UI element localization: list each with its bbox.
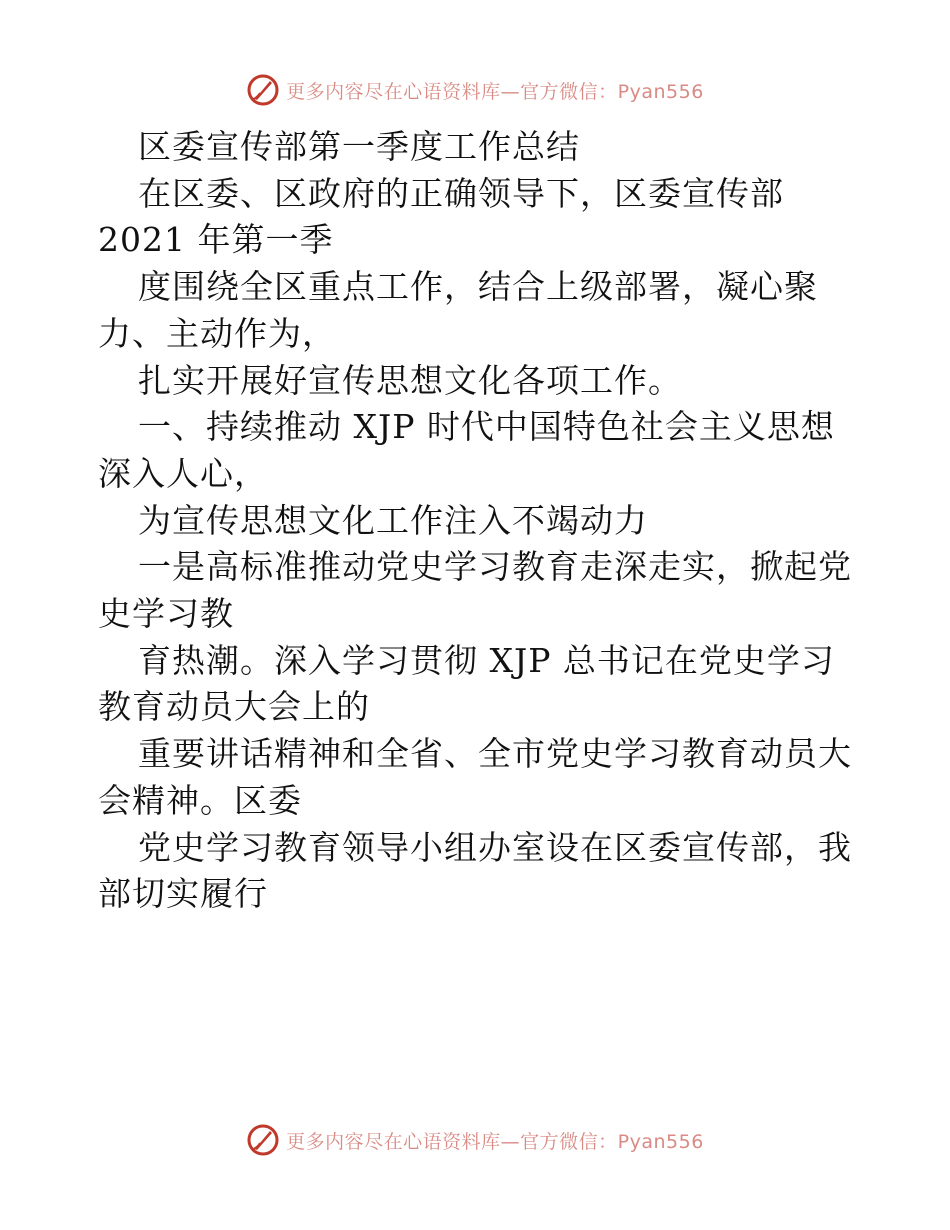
footer-watermark [0,1120,950,1160]
document-body [98,124,878,918]
quill-logo-icon [246,73,280,107]
text-line: 一、持续推动 XJP 时代中国特色社会主义思想 [138,407,835,447]
text-line: 育热潮。深入学习贯彻 XJP 总书记在党史学习 [138,640,835,680]
watermark-text: 更多内容尽在心语资料库—官方微信：Pyan556 [286,80,704,103]
header-watermark [0,70,950,110]
text-line: 一是高标准推动党史学习教育走深走实，掀起党 [138,547,852,587]
text-line: 深入人心， [98,453,268,493]
text-line: 扎实开展好宣传思想文化各项工作。 [138,360,682,400]
text-line: 史学习教 [98,594,234,634]
text-line: 力、主动作为， [98,313,336,353]
text-line: 部切实履行 [98,874,268,914]
quill-logo-icon [246,1123,280,1157]
text-line: 会精神。区委 [98,780,302,820]
text-line: 为宣传思想文化工作注入不竭动力 [138,500,648,540]
text-line: 度围绕全区重点工作，结合上级部署，凝心聚 [138,267,818,307]
text-line: 区委宣传部第一季度工作总结 [138,127,580,166]
text-line: 重要讲话精神和全省、全市党史学习教育动员大 [138,734,852,774]
text-line: 党史学习教育领导小组办室设在区委宣传部，我 [138,827,852,867]
text-line: 在区委、区政府的正确领导下，区委宣传部 [138,173,784,213]
watermark-text: 更多内容尽在心语资料库—官方微信：Pyan556 [286,1130,704,1153]
text-line: 教育动员大会上的 [98,687,370,727]
text-line: 2021 年第一季 [98,220,334,260]
